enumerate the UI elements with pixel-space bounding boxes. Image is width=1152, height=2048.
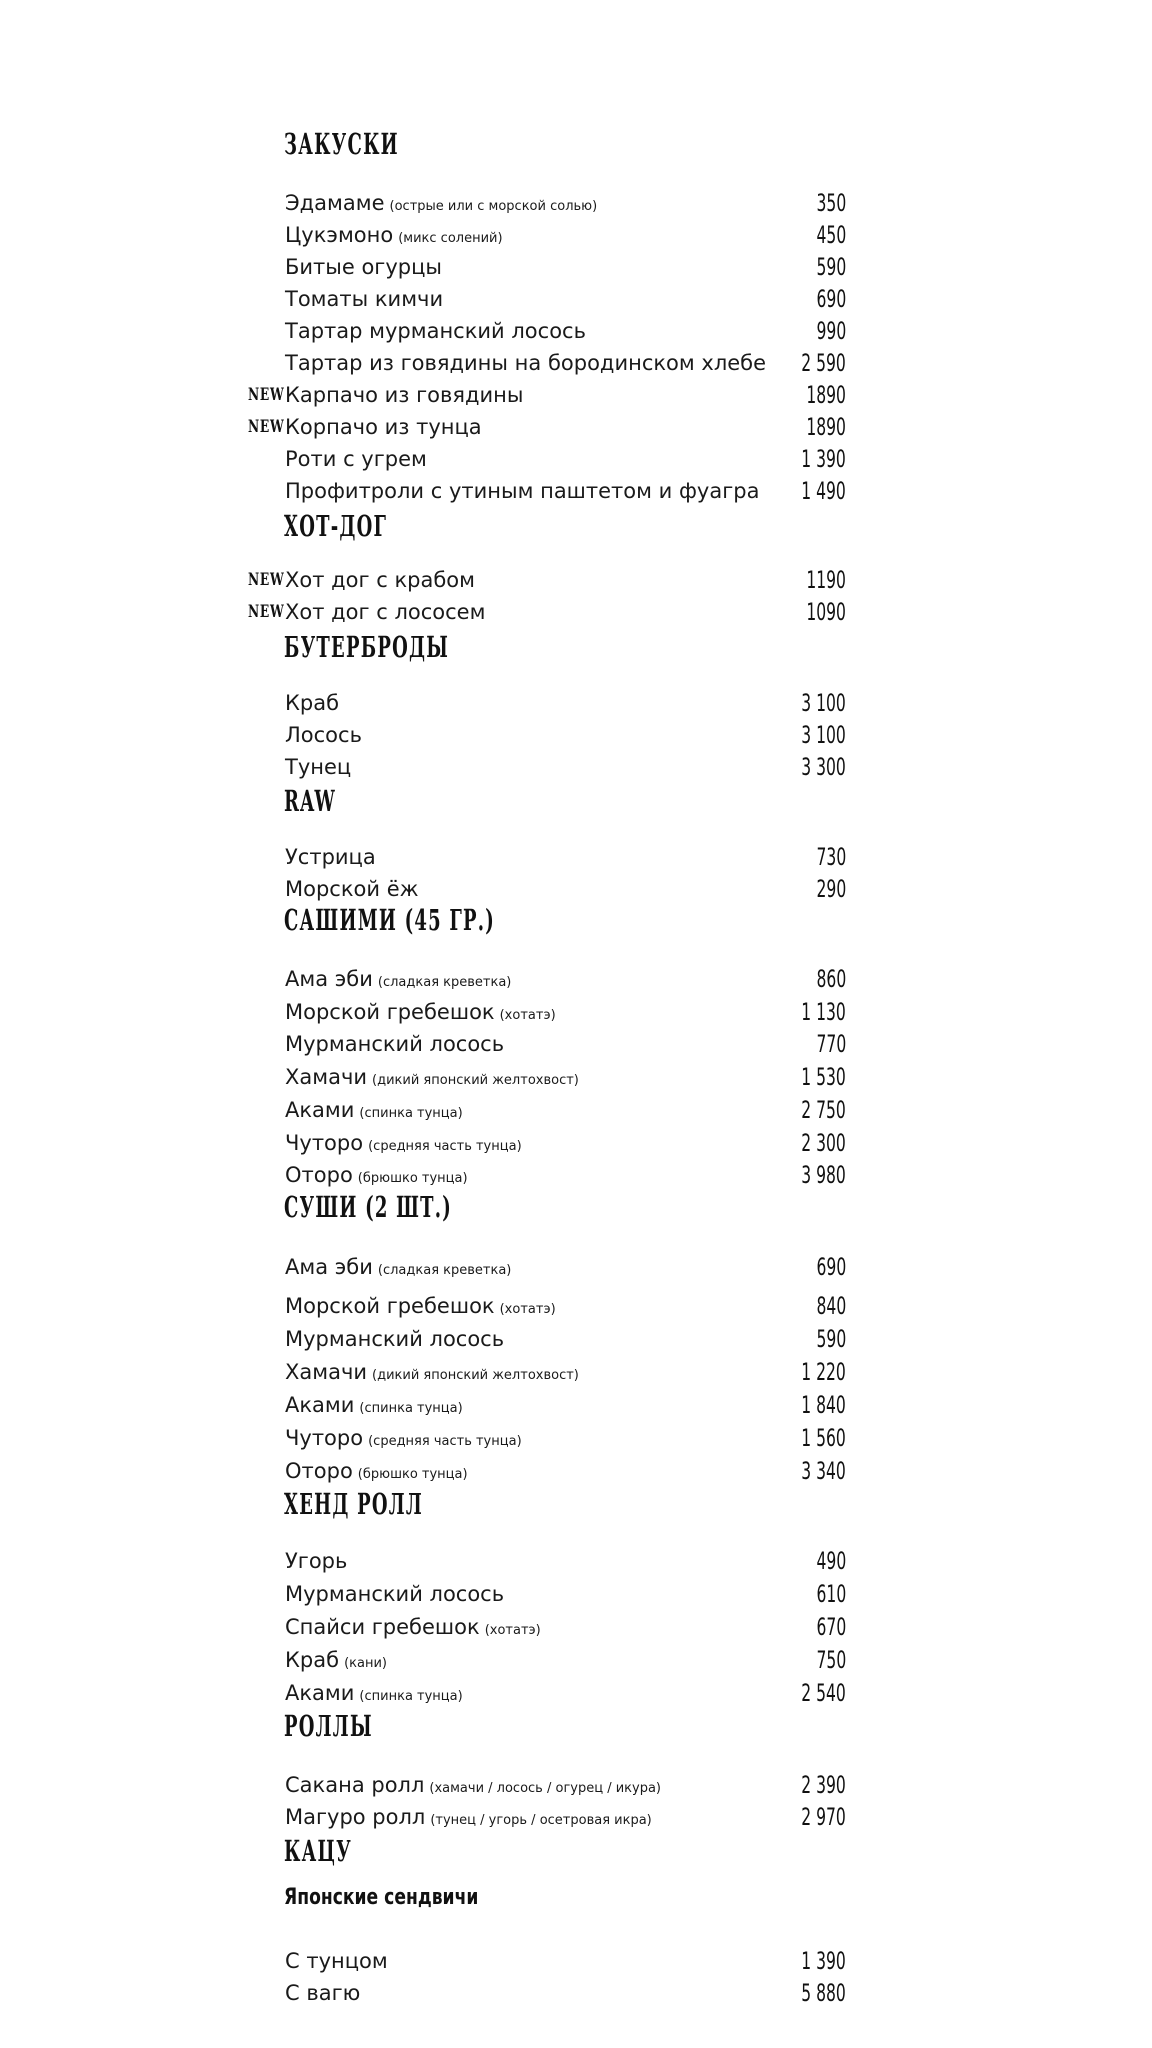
section-title: СУШИ (2 ШТ.) — [284, 1190, 453, 1224]
item-price: 3 340 — [801, 1457, 846, 1485]
item-name: Краб — [285, 1648, 340, 1672]
item-name: Хот дог с лососем — [285, 600, 486, 624]
item-note: (острые или с морской солью) — [389, 199, 598, 214]
item-name: Битые огурцы — [285, 255, 442, 279]
section-title: ХОТ-ДОГ — [284, 509, 388, 543]
item-name-group — [285, 1456, 468, 1490]
item-name: С тунцом — [285, 1949, 388, 1973]
item-name: Оторо — [285, 1163, 353, 1187]
item-name-group — [285, 842, 376, 872]
item-note: (брюшко тунца) — [357, 1171, 468, 1186]
item-price: 3 100 — [801, 689, 846, 717]
item-note: (спинка тунца) — [359, 1689, 463, 1704]
menu-item — [0, 380, 1152, 410]
menu-item — [0, 1645, 1152, 1675]
item-name-group — [285, 752, 351, 782]
menu-item — [0, 997, 1152, 1027]
item-price: 3 300 — [801, 753, 846, 781]
item-name: Тунец — [285, 755, 352, 779]
item-note: (тунец / угорь / осетровая икра) — [430, 1813, 652, 1828]
item-name-group — [285, 997, 556, 1031]
section-title: ЗАКУСКИ — [284, 127, 399, 161]
item-price: 2 590 — [801, 349, 846, 377]
item-price: 590 — [816, 1325, 846, 1353]
section-title: КАЦУ — [284, 1834, 352, 1868]
item-price: 750 — [816, 1646, 846, 1674]
item-name-group — [285, 1546, 347, 1576]
item-name-group — [285, 188, 597, 222]
item-name-group — [285, 476, 759, 506]
item-name-group — [285, 1390, 463, 1424]
item-price: 1190 — [806, 566, 846, 594]
menu-item — [0, 1291, 1152, 1321]
new-badge: NEW — [248, 385, 285, 405]
item-note: (дикий японский желтохвост) — [372, 1368, 579, 1383]
item-price: 1890 — [806, 413, 846, 441]
item-name: Хамачи — [285, 1065, 368, 1089]
section-subtitle: Японские сендвичи — [284, 1885, 479, 1910]
item-name-group — [285, 1252, 511, 1286]
item-note: (спинка тунца) — [359, 1401, 463, 1416]
menu-item — [0, 842, 1152, 872]
item-note: (кани) — [344, 1656, 387, 1671]
item-price: 1 490 — [801, 477, 846, 505]
item-name-group — [285, 220, 503, 254]
new-badge: NEW — [248, 570, 285, 590]
item-name-group — [285, 1291, 556, 1325]
item-price: 5 880 — [801, 1979, 846, 2007]
item-price: 860 — [816, 965, 846, 993]
item-name: Устрица — [285, 845, 376, 869]
menu-item — [0, 348, 1152, 378]
item-name: Тартар мурманский лосось — [285, 319, 586, 343]
item-name-group — [285, 688, 339, 718]
item-name: Морской гребешок — [285, 1000, 495, 1024]
menu-item — [0, 752, 1152, 782]
item-price: 450 — [816, 221, 846, 249]
item-name: Оторо — [285, 1459, 353, 1483]
item-name: Профитроли с утиным паштетом и фуагра — [285, 479, 760, 503]
item-name-group — [285, 1324, 504, 1354]
item-price: 350 — [816, 189, 846, 217]
item-price: 1 390 — [801, 1947, 846, 1975]
item-name: Карпачо из говядины — [285, 383, 524, 407]
item-price: 2 750 — [801, 1096, 846, 1124]
item-name: Ама эби — [285, 967, 373, 991]
item-name: Мурманский лосось — [285, 1032, 505, 1056]
item-note: (средняя часть тунца) — [368, 1139, 522, 1154]
item-name-group — [285, 720, 362, 750]
item-price: 1 220 — [801, 1358, 846, 1386]
item-price: 2 540 — [801, 1679, 846, 1707]
menu-item — [0, 1062, 1152, 1092]
item-price: 840 — [816, 1292, 846, 1320]
item-note: (хамачи / лосось / огурец / икура) — [429, 1781, 661, 1796]
menu-item — [0, 1579, 1152, 1609]
section-title: RAW — [284, 784, 336, 818]
item-price: 1 840 — [801, 1391, 846, 1419]
item-name-group — [285, 444, 427, 474]
item-name: С вагю — [285, 1981, 361, 2005]
item-name: Лосось — [285, 723, 362, 747]
new-badge: NEW — [248, 417, 285, 437]
item-name-group — [285, 597, 485, 627]
menu-item — [0, 252, 1152, 282]
item-name-group — [285, 252, 442, 282]
menu-item — [0, 964, 1152, 994]
item-name: Краб — [285, 691, 340, 715]
menu-item — [0, 412, 1152, 442]
item-name-group — [285, 565, 475, 595]
item-price: 610 — [816, 1580, 846, 1608]
item-name-group — [285, 1128, 522, 1162]
menu-item — [0, 688, 1152, 718]
item-name: Сакана ролл — [285, 1773, 425, 1797]
item-name-group — [285, 1946, 388, 1976]
item-price: 990 — [816, 317, 846, 345]
item-price: 1 390 — [801, 445, 846, 473]
item-name: Чуторо — [285, 1131, 364, 1155]
item-note: (хотатэ) — [499, 1302, 556, 1317]
section-title: ХЕНД РОЛЛ — [284, 1487, 424, 1521]
item-price: 690 — [816, 285, 846, 313]
item-note: (сладкая креветка) — [377, 975, 512, 990]
menu-item — [0, 1978, 1152, 2008]
item-price: 1 530 — [801, 1063, 846, 1091]
item-name: Ама эби — [285, 1255, 373, 1279]
item-price: 290 — [816, 875, 846, 903]
item-name: Морской гребешок — [285, 1294, 495, 1318]
item-price: 2 300 — [801, 1129, 846, 1157]
menu-item — [0, 1423, 1152, 1453]
item-name-group — [285, 1770, 661, 1804]
item-name: Роти с угрем — [285, 447, 427, 471]
item-note: (средняя часть тунца) — [368, 1434, 522, 1449]
item-price: 590 — [816, 253, 846, 281]
item-note: (спинка тунца) — [359, 1106, 463, 1121]
item-name: Аками — [285, 1393, 355, 1417]
item-price: 770 — [816, 1030, 846, 1058]
item-price: 1 560 — [801, 1424, 846, 1452]
menu-item — [0, 1128, 1152, 1158]
menu-item — [0, 1095, 1152, 1125]
item-name: Цукэмоно — [285, 223, 394, 247]
item-name: Чуторо — [285, 1426, 364, 1450]
item-name-group — [285, 380, 524, 410]
item-name-group — [285, 284, 443, 314]
menu-item — [0, 1324, 1152, 1354]
item-name: Корпачо из тунца — [285, 415, 482, 439]
item-name-group — [285, 1612, 541, 1646]
menu-item — [0, 597, 1152, 627]
item-name: Хот дог с крабом — [285, 568, 475, 592]
item-name: Тартар из говядины на бородинском хлебе — [285, 351, 767, 375]
item-price: 3 100 — [801, 721, 846, 749]
item-note: (сладкая креветка) — [377, 1263, 512, 1278]
item-name: Аками — [285, 1681, 355, 1705]
item-name: Магуро ролл — [285, 1805, 426, 1829]
menu-item — [0, 1160, 1152, 1190]
section-title: САШИМИ (45 ГР.) — [284, 903, 495, 937]
item-name-group — [285, 964, 511, 998]
section-title: БУТЕРБРОДЫ — [284, 630, 450, 664]
menu-item — [0, 1770, 1152, 1800]
item-name: Эдамаме — [285, 191, 385, 215]
new-badge: NEW — [248, 602, 285, 622]
item-name: Угорь — [285, 1549, 348, 1573]
item-name: Хамачи — [285, 1360, 368, 1384]
menu-item — [0, 1029, 1152, 1059]
item-note: (брюшко тунца) — [357, 1467, 468, 1482]
item-price: 490 — [816, 1547, 846, 1575]
item-name-group — [285, 1029, 504, 1059]
menu-item — [0, 1546, 1152, 1576]
item-name-group — [285, 1678, 463, 1712]
item-price: 670 — [816, 1613, 846, 1641]
menu-item — [0, 476, 1152, 506]
item-name-group — [285, 1062, 579, 1096]
item-price: 1090 — [806, 598, 846, 626]
item-name-group — [285, 1978, 360, 2008]
item-price: 730 — [816, 843, 846, 871]
item-name-group — [285, 1645, 387, 1679]
item-note: (дикий японский желтохвост) — [372, 1073, 579, 1088]
menu-item — [0, 1678, 1152, 1708]
item-name-group — [285, 412, 482, 442]
menu-item — [0, 444, 1152, 474]
section-title: РОЛЛЫ — [284, 1709, 373, 1743]
item-name-group — [285, 1423, 522, 1457]
item-price: 2 970 — [801, 1803, 846, 1831]
menu-item — [0, 220, 1152, 250]
item-name: Мурманский лосось — [285, 1327, 505, 1351]
item-name-group — [285, 348, 766, 378]
item-price: 2 390 — [801, 1771, 846, 1799]
menu-item — [0, 565, 1152, 595]
item-name-group — [285, 1579, 504, 1609]
item-name: Мурманский лосось — [285, 1582, 505, 1606]
menu-item — [0, 1802, 1152, 1832]
item-price: 3 980 — [801, 1161, 846, 1189]
item-name-group — [285, 1357, 579, 1391]
item-price: 690 — [816, 1253, 846, 1281]
menu-item — [0, 720, 1152, 750]
menu-item — [0, 1390, 1152, 1420]
item-name: Томаты кимчи — [285, 287, 444, 311]
menu-item — [0, 188, 1152, 218]
item-name: Аками — [285, 1098, 355, 1122]
menu-item — [0, 284, 1152, 314]
item-name-group — [285, 1802, 652, 1836]
menu-item — [0, 1252, 1152, 1282]
item-price: 1 130 — [801, 998, 846, 1026]
item-name: Спайси гребешок — [285, 1615, 480, 1639]
item-note: (хотатэ) — [499, 1008, 556, 1023]
item-name-group — [285, 316, 586, 346]
menu-item — [0, 874, 1152, 904]
item-note: (микс солений) — [398, 231, 503, 246]
item-name-group — [285, 1095, 463, 1129]
item-price: 1890 — [806, 381, 846, 409]
menu-item — [0, 1456, 1152, 1486]
item-name: Морской ёж — [285, 877, 419, 901]
item-name-group — [285, 874, 419, 904]
menu-item — [0, 1946, 1152, 1976]
menu-item — [0, 1612, 1152, 1642]
menu-item — [0, 1357, 1152, 1387]
menu-item — [0, 316, 1152, 346]
item-note: (хотатэ) — [484, 1623, 541, 1638]
